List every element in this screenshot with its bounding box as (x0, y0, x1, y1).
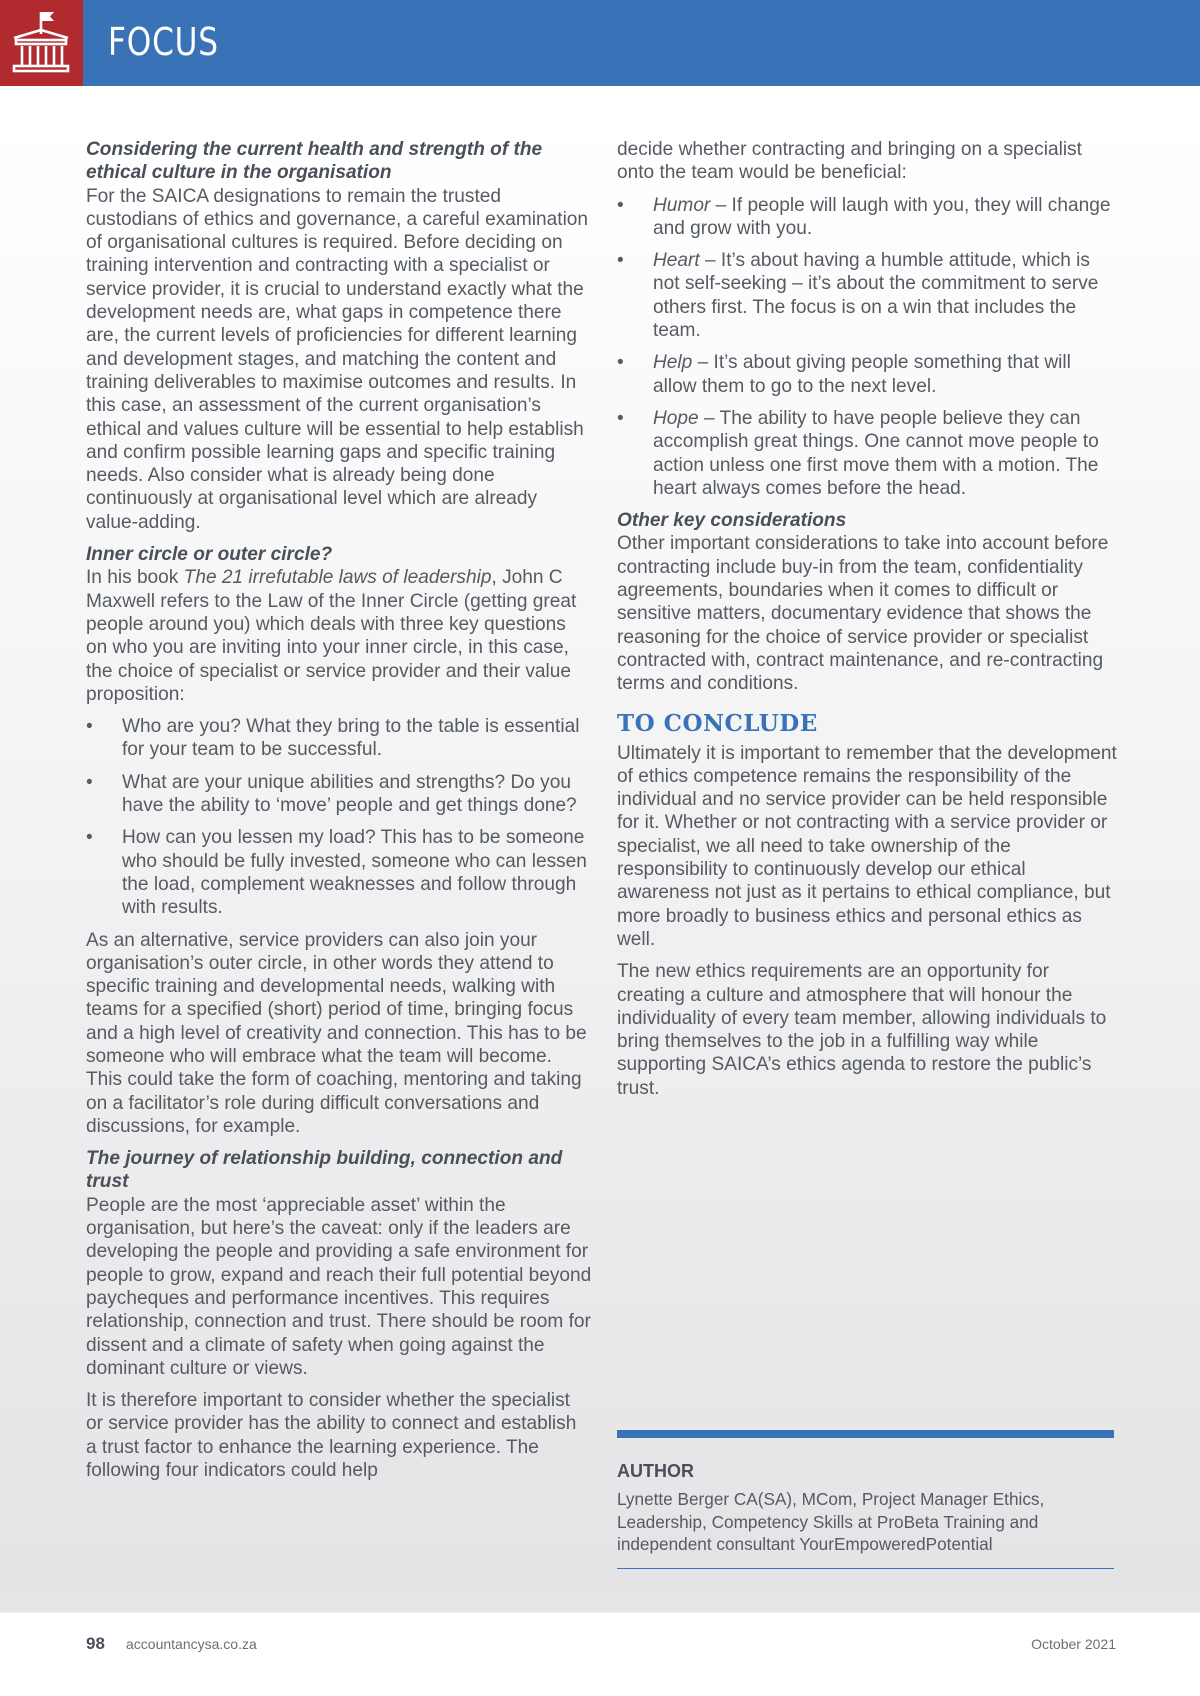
section-title: FOCUS (108, 20, 219, 64)
paragraph: Ultimately it is important to remember that the development of ethics competence remains the responsibility of the individual and no service provider can be held responsible for it. Whether or not contracting with a service provider or specialist, we all need to take ownership of the responsibility to continuously develop our ethical awareness not just as it pertains to ethical compliance, but more broadly to business ethics and personal ethics as well. (617, 742, 1117, 950)
bullet-icon: • (86, 771, 93, 793)
bullet-icon: • (86, 827, 93, 849)
bullet-icon: • (86, 716, 93, 738)
author-top-rule (617, 1430, 1114, 1438)
paragraph: People are the most ‘appreciable asset’ within the organisation, but here’s the caveat: only if the leaders are developing the people and providing a safe environment for people to grow, expand and reach their full potential beyond paycheques and performance incentives. This requires relationship, connection and trust. There should be room for dissent and a climate of safety when going against the dominant culture or views. (86, 1194, 592, 1379)
list-item: • Humor – If people will laugh with you, they will change and grow with you. (617, 194, 1111, 239)
list-item: • Help – It’s about giving people something that will allow them to go to the next level. (617, 352, 1071, 397)
list-item: • Who are you? What they bring to the table is essential for your team to be successful. (86, 716, 580, 761)
paragraph: For the SAICA designations to remain the trusted custodians of ethics and governance, a careful examination of organisational cultures is required. Before deciding on training intervention and contracting with a specialist or service provider, it is crucial to understand exactly what the development needs are, what gaps in competence there are, the current levels of proficiencies for different learning and development stages, and matching the content and training deliverables to maximise outcomes and results. In this case, an assessment of the current organisation’s ethical and values culture will be essential to help establish and confirm possible learning gaps and specific training needs. Also consider what is already being done continuously at organisational level which are already value-adding. (86, 185, 589, 533)
bullet-icon: • (617, 194, 624, 216)
paragraph: Other important considerations to take into account before contracting include buy-in from the team, confidentiality agreements, boundaries when it comes to difficult or sensitive matters, documentary evidence that shows the reasoning for the choice of service provider or specialist contracted with, contract maintenance, and re-contracting terms and conditions. (617, 533, 1109, 695)
four-indicators-list (617, 194, 1117, 501)
bullet-icon: • (617, 407, 624, 429)
building-with-flag-icon (10, 8, 72, 76)
list-item: • What are your unique abilities and strengths? Do you have the ability to ‘move’ people and get things done? (86, 771, 577, 817)
subheading-ethical-culture: Considering the current health and strength of the ethical culture in the organisation (86, 139, 543, 184)
subheading-other-considerations: Other key considerations (617, 510, 847, 532)
book-title: The 21 irrefutable laws of leadership (183, 567, 492, 589)
list-item: • Heart – It’s about having a humble attitude, which is not self-seeking – it’s about the commitment to serve others first. The focus is on a win that includes the team. (617, 250, 1099, 342)
inner-circle-questions-list (86, 715, 592, 919)
header-bar (0, 0, 1200, 86)
right-column (617, 138, 1117, 1109)
list-item: • How can you lessen my load? This has to be someone who should be fully invested, someone who can lessen the load, complement weaknesses and follow through with results. (86, 827, 587, 919)
paragraph: decide whether contracting and bringing on a specialist onto the team would be beneficial: (617, 139, 1082, 184)
page-number: 98 (86, 1634, 105, 1653)
website-link[interactable]: accountancysa.co.za (126, 1636, 257, 1652)
author-bio: Lynette Berger CA(SA), MCom, Project Manager Ethics, Leadership, Competency Skills at ProBeta Training and independent consultant YourEmpoweredPotential (617, 1489, 1045, 1554)
author-bottom-rule (617, 1568, 1114, 1569)
paragraph: In his book The 21 irrefutable laws of leadership, John C Maxwell refers to the Law of the Inner Circle (getting great people around you) which deals with three key questions on who you are inviting into your inner circle, in this case, the choice of specialist or service provider and their value proposition: (86, 567, 577, 705)
issue-date: October 2021 (1031, 1636, 1116, 1652)
author-heading: AUTHOR (617, 1461, 694, 1481)
paragraph: As an alternative, service providers can also join your organisation’s outer circle, in other words they attend to specific training and developmental needs, walking with teams for a specified (short) period of time, bringing focus and a high level of creativity and connection. This has to be someone who will embrace what the team will become. This could take the form of coaching, mentoring and taking on a facilitator’s role during difficult conversations and discussions, for example. (86, 929, 587, 1137)
subheading-inner-circle: Inner circle or outer circle? (86, 544, 333, 566)
author-box (617, 1430, 1114, 1569)
paragraph: It is therefore important to consider whether the specialist or service provider has the ability to connect and establish a trust factor to enhance the learning experience. The following four indicators could help (86, 1390, 577, 1482)
list-item: • Hope – The ability to have people believe they can accomplish great things. One cannot move people to action unless one first move them with a motion. The heart always comes before the head. (617, 407, 1099, 499)
conclusion-heading: TO CONCLUDE (617, 709, 818, 737)
bullet-icon: • (617, 352, 624, 374)
subheading-relationship-building: The journey of relationship building, connection and trust (86, 1148, 563, 1193)
section-logo (0, 0, 83, 86)
bullet-icon: • (617, 250, 624, 272)
paragraph: The new ethics requirements are an opportunity for creating a culture and atmosphere that will honour the individuality of every team member, allowing individuals to bring themselves to the job in a fulfilling way while supporting SAICA’s ethics agenda to restore the public’s trust. (617, 961, 1107, 1099)
left-column (86, 138, 592, 1491)
